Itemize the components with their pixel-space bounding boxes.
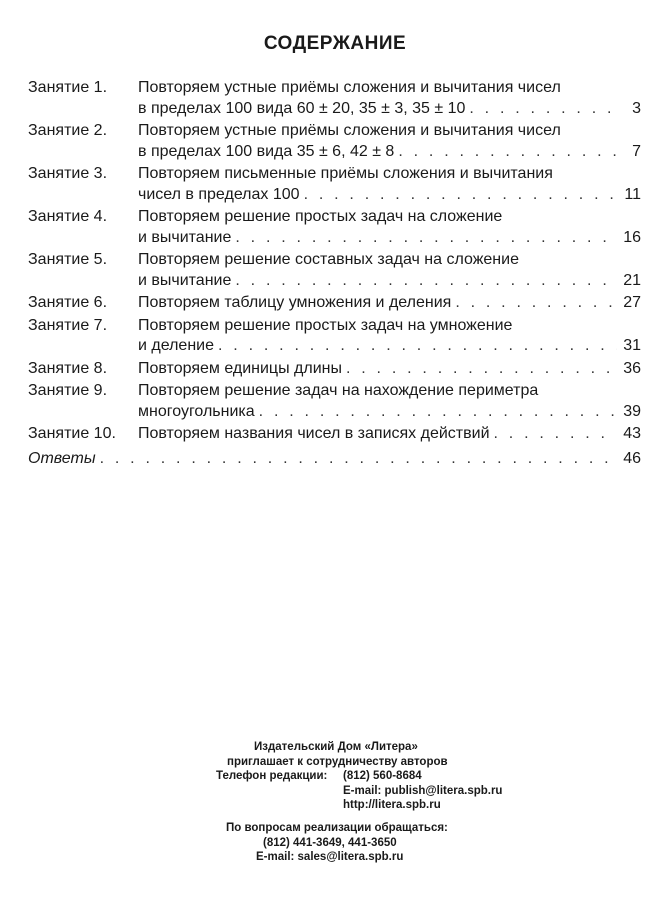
toc-entry-label: Занятие 9. [28,382,108,399]
toc-entry-title-line: Повторяем названия чисел в записях действий [138,425,490,442]
toc-leader-dots [235,271,617,292]
toc-entry-title-line: Повторяем единицы длины [138,359,342,377]
toc-entry-title-line: в пределах 100 вида 60 ± 20, 35 ± 3, 35 ± 10 [138,99,466,117]
toc-entry-body [138,424,641,445]
toc-entry-label: Занятие 2. [28,122,108,139]
toc-entry-answers [28,449,641,470]
toc-entry-label: Занятие 1. [28,79,108,96]
toc-entry [28,121,641,162]
toc-entry-label: Занятие 3. [28,165,108,182]
phone-label: Телефон редакции: [216,770,328,783]
toc-answers-page: 46 [623,449,641,467]
toc-entry-title-line: чисел в пределах 100 [138,185,300,203]
toc-leader-dots [469,99,619,120]
toc-entry-last-line [138,99,641,120]
toc-entry-title-line: в пределах 100 вида 35 ± 6, 42 ± 8 [138,142,395,160]
toc-entry-body [138,293,641,314]
toc-entry [28,424,641,445]
toc-entry-body [138,121,641,162]
toc-entry-title-line: Повторяем таблицу умножения и деления [138,294,452,311]
toc-leader-dots [100,449,618,470]
toc-entry-last-line [138,271,641,292]
sales-heading: По вопросам реализации обращаться: [226,822,448,834]
toc-entry [28,381,641,422]
toc-answers-label: Ответы [28,449,96,467]
toc-leader-dots [494,424,618,445]
toc-entry-last-line [138,402,641,423]
toc-entry-title-line: Повторяем устные приёмы сложения и вычитания чисел [138,79,561,96]
toc-entry-title-line: Повторяем устные приёмы сложения и вычитания чисел [138,122,561,139]
page-title: СОДЕРЖАНИЕ [263,33,407,54]
toc-entry-title-line: многоугольника [138,402,255,420]
toc-entry-body [138,316,641,357]
toc-page-number: 43 [623,425,641,442]
toc-leader-dots [259,402,618,423]
toc-leader-dots [218,336,617,357]
toc-entry-title-line: Повторяем решение составных задач на сложение [138,251,519,268]
toc-entry-label: Занятие 6. [28,294,108,311]
toc-entry-body [138,207,641,248]
toc-entry-label: Занятие 7. [28,316,108,334]
toc-entry-body [138,381,641,422]
toc-page-number: 21 [623,271,641,289]
table-of-contents [28,78,641,469]
toc-page-number: 27 [623,294,641,311]
toc-entry-last-line [138,359,641,380]
toc-entry-label: Занятие 10. [28,425,116,442]
toc-leader-dots [304,185,619,206]
toc-entry [28,207,641,248]
toc-entry-last-line [138,424,641,445]
toc-entry [28,316,641,357]
toc-entry-title-line: Повторяем письменные приёмы сложения и вычитания [138,165,553,182]
publisher-invite: приглашает к сотрудничеству авторов [227,755,448,768]
toc-leader-dots [346,359,617,380]
toc-entry-title-line: и вычитание [138,271,232,289]
toc-page-number: 31 [623,337,641,354]
sales-phones: (812) 441-3649, 441-3650 [263,836,397,849]
toc-entry-title-line: Повторяем решение простых задач на сложение [138,208,503,225]
publish-email: E-mail: publish@litera.spb.ru [343,784,503,797]
toc-leader-dots [398,142,619,163]
toc-leader-dots [455,293,617,314]
toc-entry-last-line [138,293,641,314]
toc-entry [28,164,641,205]
toc-entry-title-line: и деление [138,337,214,354]
toc-page-number: 11 [624,185,641,203]
toc-entry-label: Занятие 5. [28,251,108,268]
toc-entry [28,293,641,314]
toc-entry-last-line [138,228,641,249]
toc-page-number: 3 [632,99,641,117]
toc-page-number: 7 [632,142,641,160]
toc-entry-body [138,359,641,380]
toc-page-number: 39 [623,402,641,420]
toc-entry-title-line: Повторяем решение задач на нахождение периметра [138,382,539,399]
toc-leader-dots [235,228,617,249]
toc-entry-body [138,250,641,291]
toc-entry [28,359,641,380]
toc-entry-title-line: Повторяем решение простых задач на умножение [138,316,513,334]
toc-entry-label: Занятие 4. [28,208,108,225]
toc-entry-body [138,164,641,205]
publisher-name: Издательский Дом «Литера» [254,741,418,753]
toc-entry-last-line [138,185,641,206]
phone-number: (812) 560-8684 [343,770,422,783]
toc-page-number: 36 [623,359,641,377]
toc-entry-label: Занятие 8. [28,359,108,377]
toc-entry-title-line: и вычитание [138,228,232,246]
toc-entry-last-line [138,336,641,357]
toc-entry [28,250,641,291]
toc-entry-last-line [138,142,641,163]
toc-entry [28,78,641,119]
toc-page-number: 16 [623,228,641,246]
sales-email: E-mail: sales@litera.spb.ru [256,851,404,864]
toc-entry-body [138,78,641,119]
publisher-website: http://litera.spb.ru [343,799,441,812]
